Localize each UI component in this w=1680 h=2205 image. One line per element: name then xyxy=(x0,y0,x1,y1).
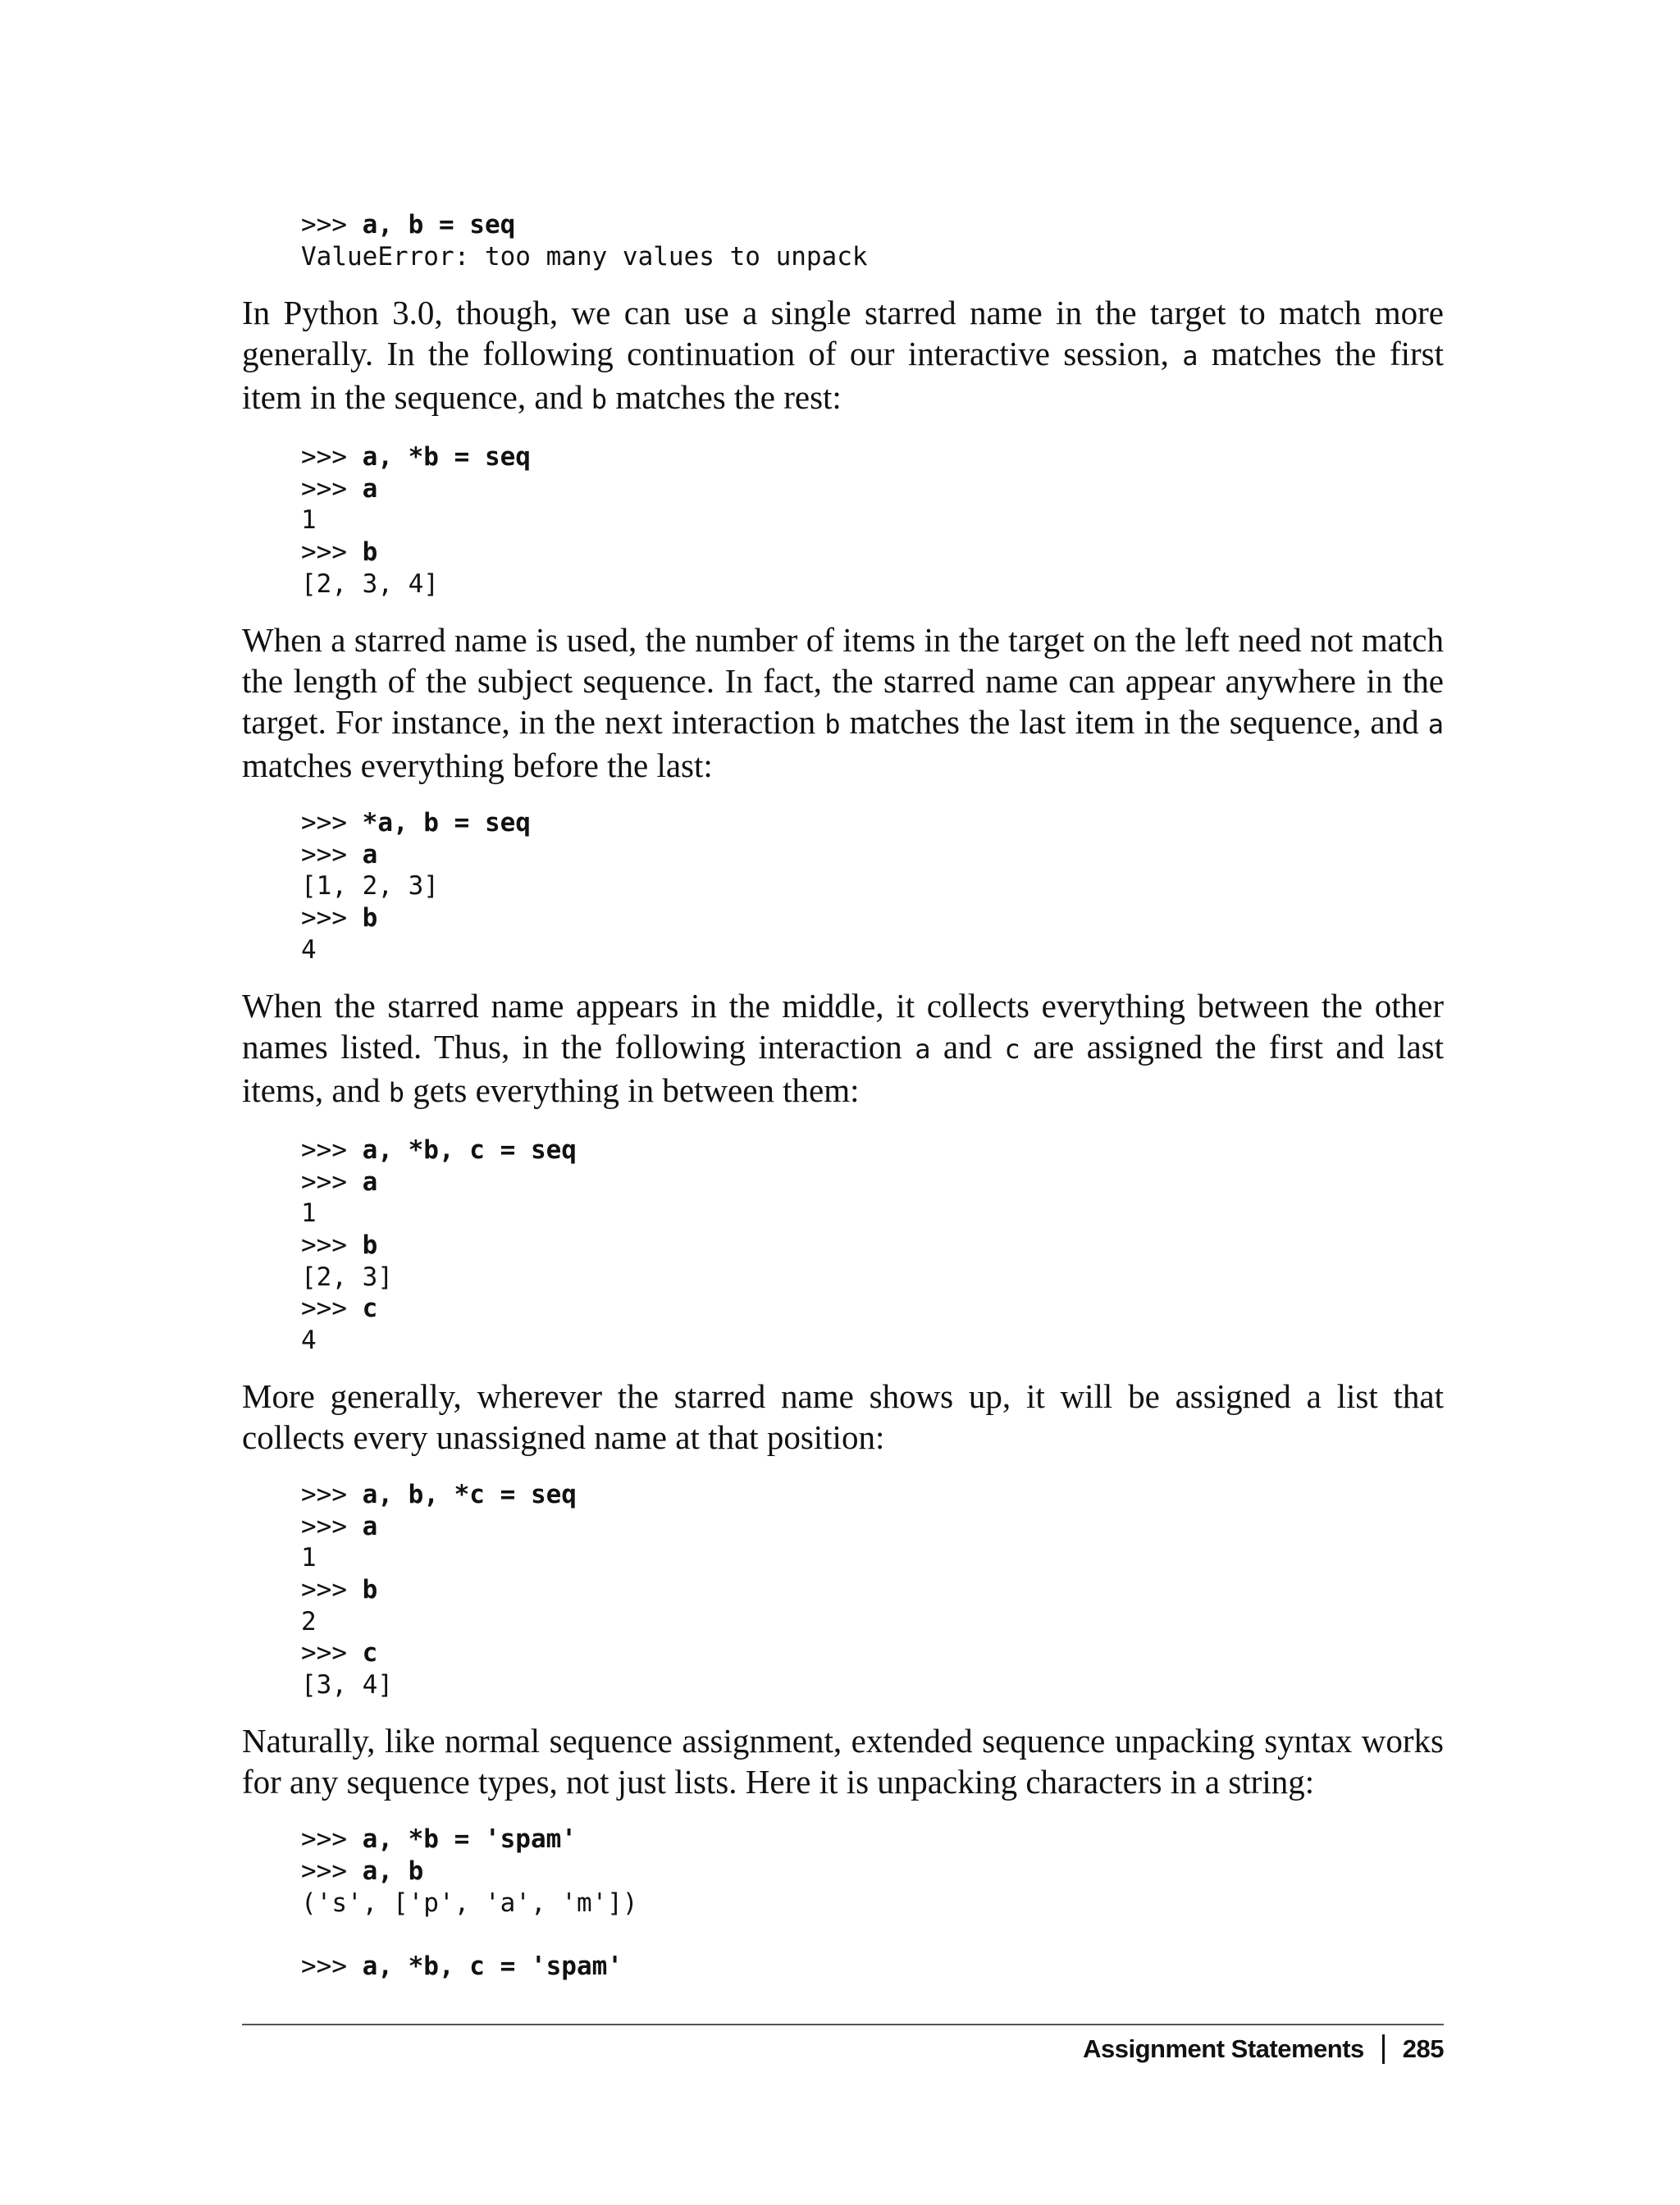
code-line xyxy=(301,1198,1444,1230)
code-prompt: >>> xyxy=(301,808,363,838)
code-input: a, *b, c = 'spam' xyxy=(362,1951,623,1981)
text-run: matches the rest: xyxy=(607,378,842,417)
code-line xyxy=(301,441,1444,473)
inline-code: a xyxy=(1182,340,1198,372)
code-prompt: >>> xyxy=(301,1294,363,1324)
paragraph xyxy=(242,619,1444,786)
code-line xyxy=(301,1824,1444,1856)
code-prompt: >>> xyxy=(301,1638,363,1669)
code-line xyxy=(301,536,1444,568)
page-body xyxy=(242,209,1444,2002)
code-output: [1, 2, 3] xyxy=(301,871,439,902)
code-line xyxy=(301,1856,1444,1888)
paragraph xyxy=(242,985,1444,1113)
code-line xyxy=(301,1166,1444,1198)
code-prompt: >>> xyxy=(301,1951,363,1981)
code-prompt: >>> xyxy=(301,473,363,504)
code-line xyxy=(301,1574,1444,1606)
code-prompt: >>> xyxy=(301,1575,363,1605)
code-prompt: >>> xyxy=(301,1166,363,1197)
code-line xyxy=(301,1293,1444,1325)
code-prompt: >>> xyxy=(301,1135,363,1166)
code-line xyxy=(301,1230,1444,1262)
code-line xyxy=(301,1542,1444,1574)
footer-rule xyxy=(242,2024,1444,2025)
code-block xyxy=(301,1824,1444,1982)
code-line xyxy=(301,209,1444,241)
text-run: and xyxy=(930,1028,1005,1066)
code-block xyxy=(301,441,1444,600)
text-run: are assigned the first and last items, and xyxy=(242,1028,1445,1110)
code-input: b xyxy=(362,1575,378,1605)
code-input: a, *b = seq xyxy=(362,442,531,472)
code-line xyxy=(301,1134,1444,1166)
text-run: matches the first item in the sequence, and xyxy=(242,335,1444,417)
code-line xyxy=(301,1325,1444,1357)
paragraph xyxy=(242,292,1444,420)
footer-section-title: Assignment Statements xyxy=(1083,2034,1364,2063)
code-input: a xyxy=(362,1166,378,1197)
code-prompt: >>> xyxy=(301,210,363,240)
code-input: a xyxy=(362,473,378,504)
code-prompt: >>> xyxy=(301,536,363,567)
code-prompt: >>> xyxy=(301,1824,363,1855)
code-output: 2 xyxy=(301,1606,317,1637)
code-line xyxy=(301,504,1444,536)
code-input: a, b = seq xyxy=(362,210,516,240)
code-blank-line xyxy=(301,1919,1444,1951)
code-output: [3, 4] xyxy=(301,1669,393,1700)
inline-code: b xyxy=(591,384,608,416)
inline-code: b xyxy=(388,1077,405,1109)
code-input: b xyxy=(362,536,378,567)
code-input: *a, b = seq xyxy=(362,808,531,838)
code-line xyxy=(301,1479,1444,1511)
code-prompt: >>> xyxy=(301,839,363,870)
code-line xyxy=(301,1669,1444,1701)
paragraph xyxy=(242,1376,1444,1458)
code-prompt: >>> xyxy=(301,1856,363,1887)
text-run: gets everything in between them: xyxy=(404,1071,860,1110)
paragraph xyxy=(242,1720,1444,1802)
code-input: a, *b, c = seq xyxy=(362,1135,577,1166)
code-output: 4 xyxy=(301,1325,317,1355)
code-line xyxy=(301,1951,1444,1983)
code-line xyxy=(301,934,1444,966)
inline-code: c xyxy=(1004,1034,1020,1066)
code-prompt: >>> xyxy=(301,902,363,933)
code-block xyxy=(301,1479,1444,1701)
code-block xyxy=(301,209,1444,272)
text-run: When the starred name appears in the middle, it collects everything between the other names listed. Thus, in the following interaction xyxy=(242,987,1444,1066)
code-line xyxy=(301,473,1444,505)
code-input: a xyxy=(362,839,378,870)
code-input: b xyxy=(362,902,378,933)
code-block xyxy=(301,807,1444,966)
code-output: [2, 3] xyxy=(301,1262,393,1292)
code-line xyxy=(301,1511,1444,1543)
code-output: 4 xyxy=(301,934,317,965)
inline-code: b xyxy=(824,709,841,741)
code-prompt: >>> xyxy=(301,1511,363,1541)
inline-code: a xyxy=(915,1034,931,1066)
footer-separator xyxy=(1382,2034,1385,2064)
code-input: a xyxy=(362,1511,378,1541)
code-output: 1 xyxy=(301,1198,317,1229)
text-run: matches the last item in the sequence, and xyxy=(840,703,1428,742)
code-line xyxy=(301,1888,1444,1920)
code-input: a, *b = 'spam' xyxy=(362,1824,577,1855)
code-prompt: >>> xyxy=(301,1480,363,1510)
page-number: 285 xyxy=(1402,2034,1444,2063)
code-output: ('s', ['p', 'a', 'm']) xyxy=(301,1888,638,1918)
code-block xyxy=(301,1134,1444,1356)
code-output: [2, 3, 4] xyxy=(301,568,439,599)
code-line xyxy=(301,568,1444,600)
text-run: Naturally, like normal sequence assignment, extended sequence unpacking syntax works for any sequence types, not just lists. Here it is unpacking characters in a string: xyxy=(242,1722,1444,1801)
text-run: When a starred name is used, the number of items in the target on the left need not match the length of the subject sequence. In fact, the starred name can appear anywhere in the target. For instance, in the next interaction xyxy=(242,621,1444,742)
code-output: ValueError: too many values to unpack xyxy=(301,241,868,272)
code-line xyxy=(301,807,1444,839)
code-output: 1 xyxy=(301,1543,317,1573)
code-line xyxy=(301,870,1444,902)
code-output: 1 xyxy=(301,505,317,536)
code-line xyxy=(301,902,1444,934)
code-prompt: >>> xyxy=(301,1230,363,1260)
code-input: a, b, *c = seq xyxy=(362,1480,577,1510)
running-footer xyxy=(1083,2034,1444,2064)
code-input: a, b xyxy=(362,1856,424,1887)
code-line xyxy=(301,839,1444,871)
code-line xyxy=(301,1606,1444,1638)
text-run: More generally, wherever the starred name shows up, it will be assigned a list that collects every unassigned name at that position: xyxy=(242,1377,1444,1457)
inline-code: a xyxy=(1427,709,1444,741)
code-line xyxy=(301,1637,1444,1669)
text-run: matches everything before the last: xyxy=(242,746,713,785)
text-run: In Python 3.0, though, we can use a single starred name in the target to match more generally. In the following continuation of our interactive session, xyxy=(242,294,1444,373)
code-prompt: >>> xyxy=(301,442,363,472)
code-line xyxy=(301,1262,1444,1294)
code-input: c xyxy=(362,1294,378,1324)
code-line xyxy=(301,241,1444,273)
code-input: c xyxy=(362,1638,378,1669)
code-input: b xyxy=(362,1230,378,1260)
